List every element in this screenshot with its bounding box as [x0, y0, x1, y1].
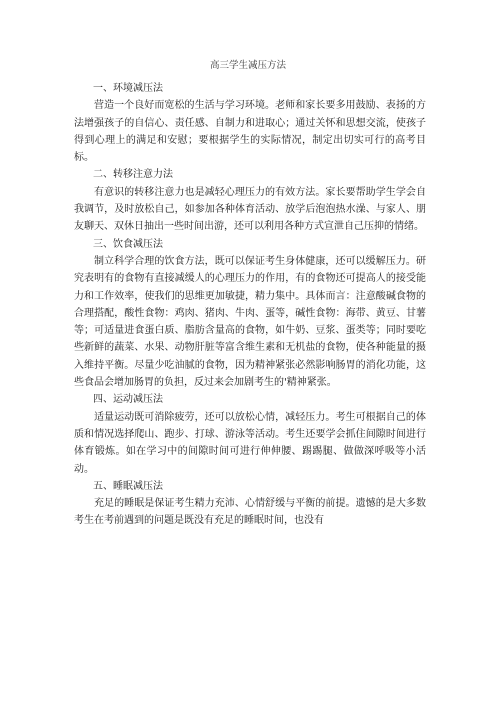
section-heading-exercise: 四、运动减压法	[93, 394, 163, 406]
section-heading-environment: 一、环境减压法	[93, 83, 163, 94]
section-body-exercise: 适量运动既可消除疲劳，还可以放松心情，减轻压力。考生可根据自己的体质和情况选择爬山、跑步、打球、游泳等活动。考生还要学会抓住间隙时间进行体育锻炼。如在学习中的间隙时间可进行伸伸腰、踢踢腿、做做深呼吸等小活动。	[74, 411, 426, 475]
section-body-sleep: 充足的睡眠是保证考生精力充沛、心情舒缓与平衡的前提。遗憾的是大多数考生在考前遇到的问题是既没有充足的睡眠时间，也没有	[74, 498, 426, 527]
section-body-diet: 制立科学合理的饮食方法，既可以保证考生身体健康，还可以缓解压力。研究表明有的食物有直接减缓人的心理压力的作用，有的食物还可提高人的接受能力和工作效率，使我们的思维更加敏捷，精力集中。具体而言：注意酸碱食物的合理搭配，酸性食物：鸡肉、猪肉、牛肉、蛋等，碱性食物：海带、黄豆、甘薯等；可适量进食蛋白质、脂肪含量高的食物，如牛奶、豆浆、蛋类等；同时要吃些新鲜的蔬菜、水果、动物肝脏等富含维生素和无机盐的食物，使各种能量的摄入维持平衡。尽量少吃油腻的食物，因为精神紧张必然影响肠胃的消化功能，这些食品会增加肠胃的负担，反过来会加剧考生的'精神紧张。	[74, 255, 426, 389]
section-body-distraction: 有意识的转移注意力也是减轻心理压力的有效方法。家长要帮助学生学会自我调节，及时放松自己，如参加各种体育活动、放学后泡泡热水澡、与家人、朋友聊天、双休日抽出一些时间出游，还可以利用各种方式宣泄自己压抑的情绪。	[74, 186, 426, 233]
document-title: 高三学生减压方法	[209, 60, 286, 71]
section-heading-sleep: 五、睡眠减压法	[93, 480, 163, 492]
document-body	[74, 80, 426, 530]
section-heading-distraction: 二、转移注意力法	[93, 169, 173, 181]
section-heading-diet: 三、饮食减压法	[93, 238, 163, 250]
section-body-environment: 营造一个良好而宽松的生活与学习环境。老师和家长要多用鼓励、表扬的方法增强孩子的自信心、责任感、自制力和进取心；通过关怀和思想交流，使孩子得到心理上的满足和安慰；要根据学生的实际情况，制定出切实可行的高考目标。	[74, 100, 426, 164]
